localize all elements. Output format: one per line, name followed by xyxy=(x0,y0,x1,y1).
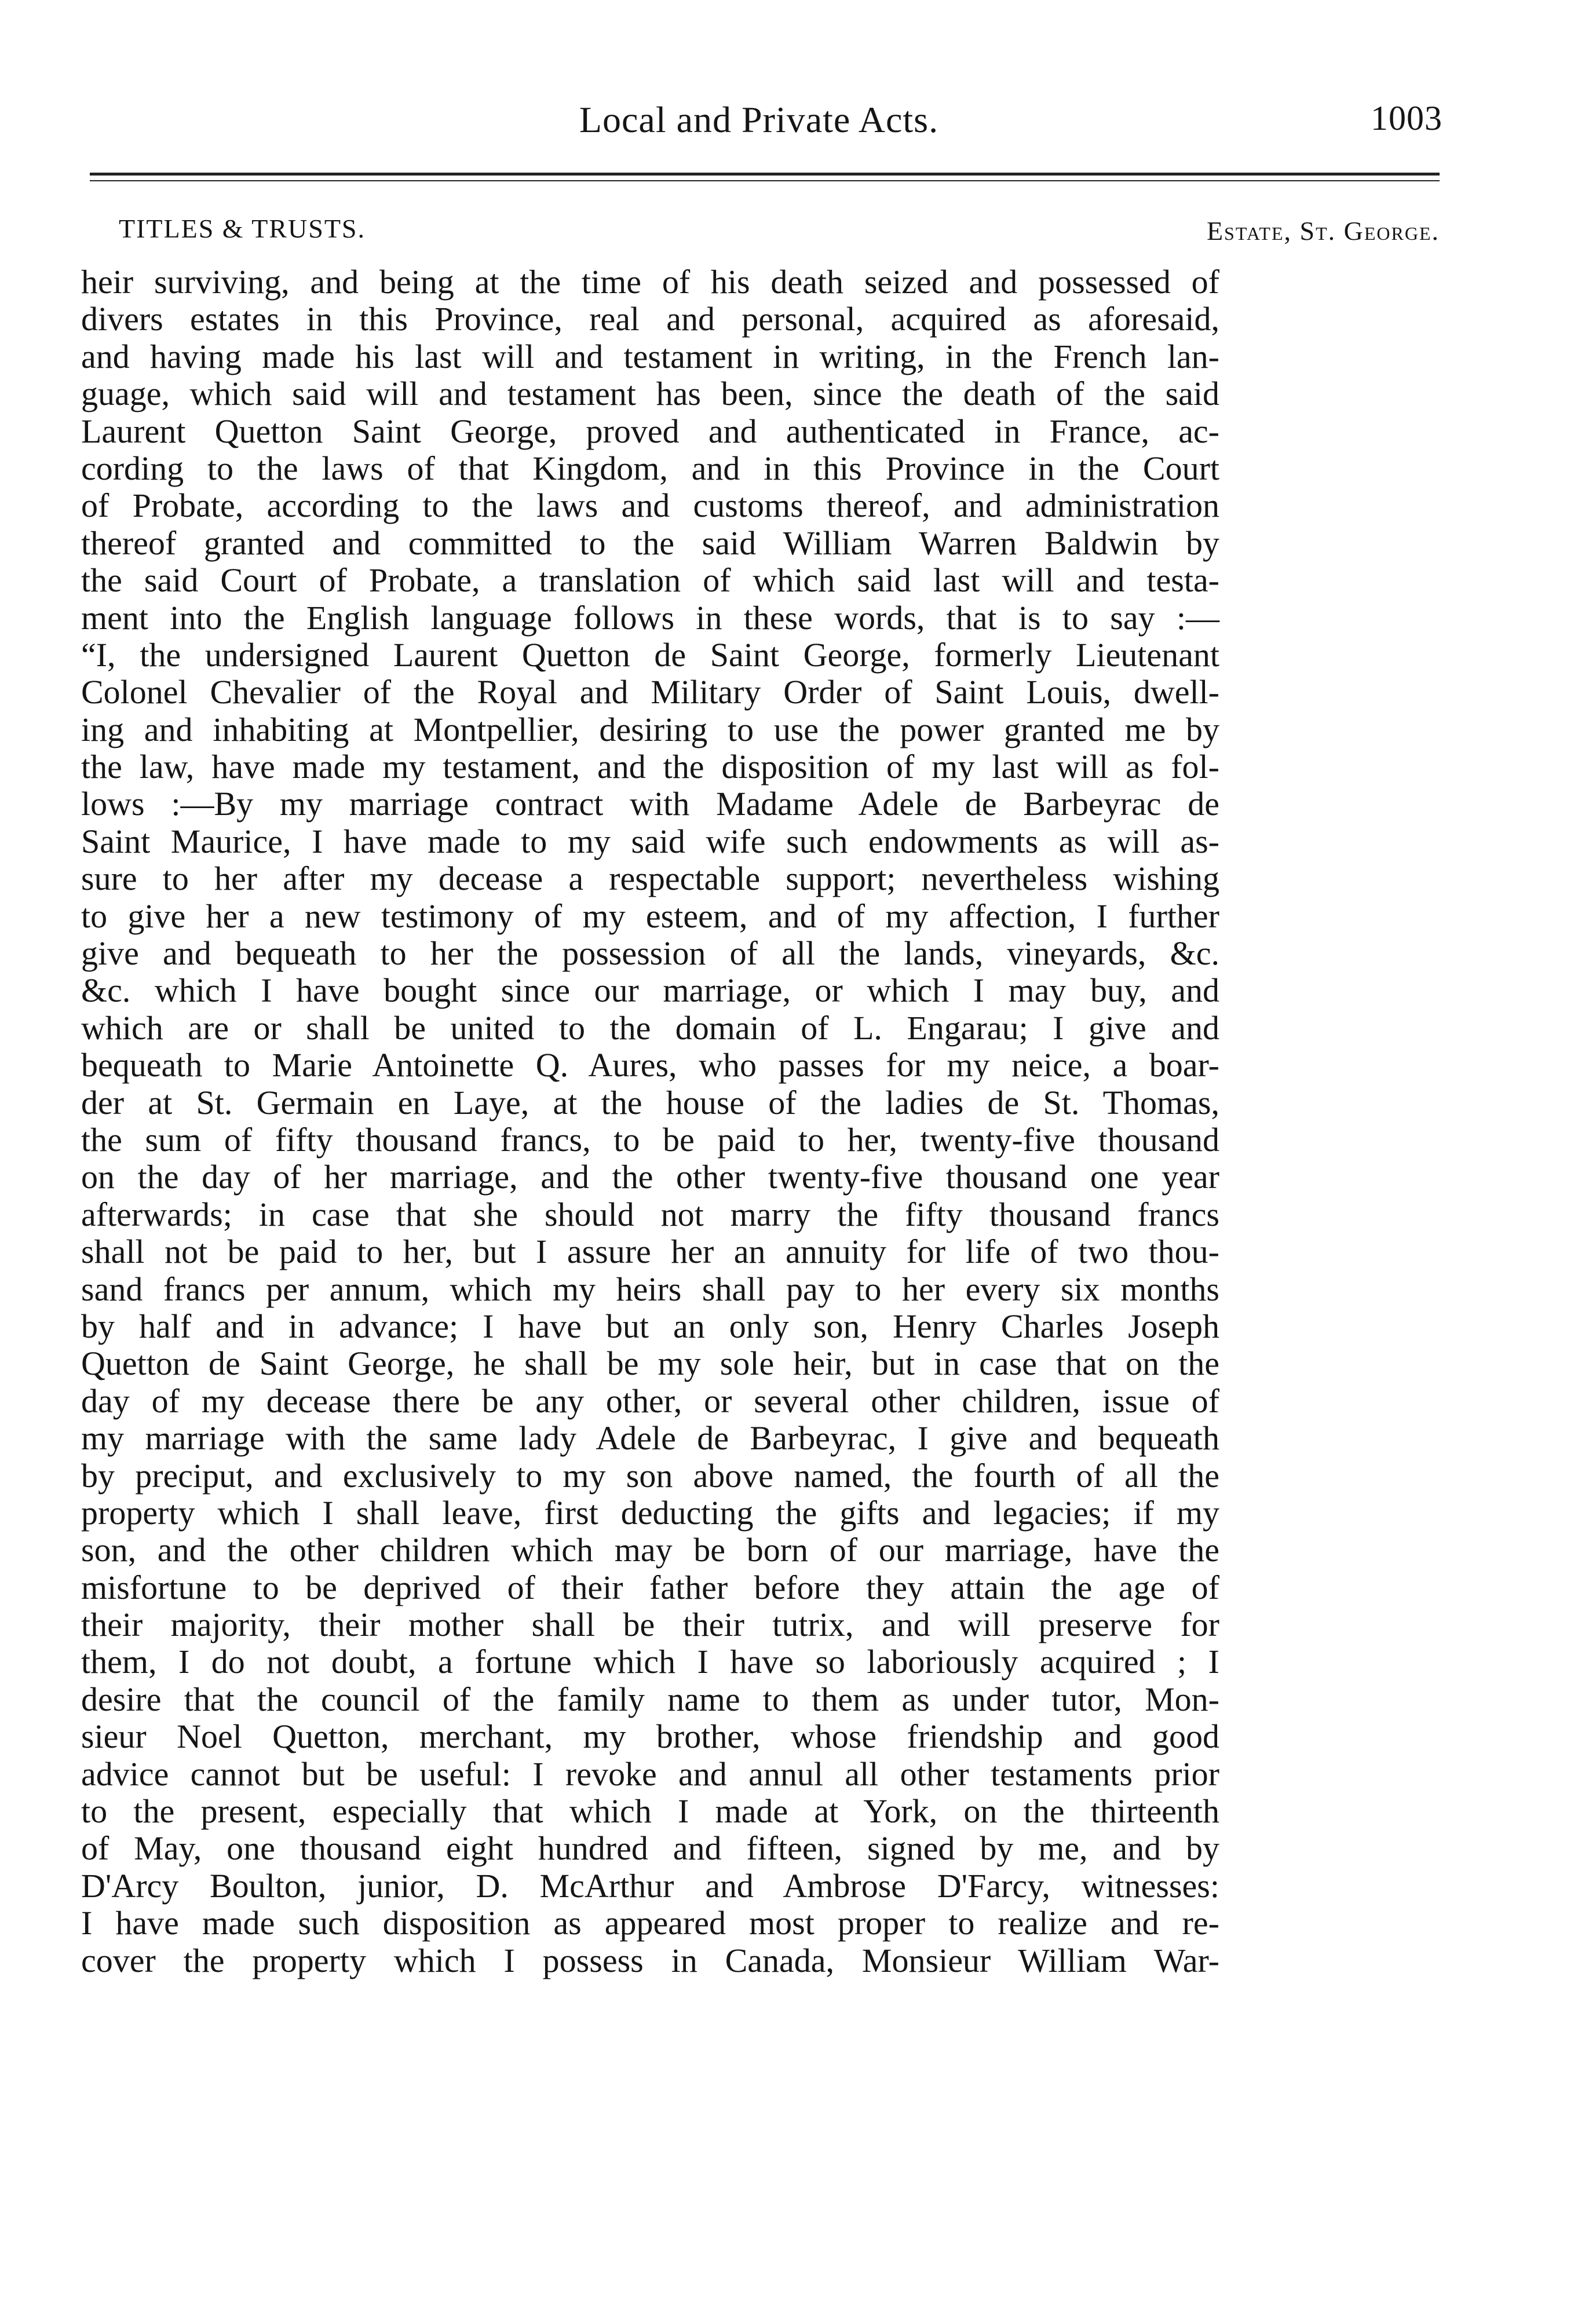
text-line: the law, have made my testament, and the disposition of my last will as fol- xyxy=(81,748,1219,786)
text-line: property which I shall leave, first deducting the gifts and legacies; if my xyxy=(81,1493,1219,1532)
text-line: “I, the undersigned Laurent Quetton de Saint George, formerly Lieutenant xyxy=(81,635,1219,674)
text-line: Colonel Chevalier of the Royal and Military Order of Saint Louis, dwell- xyxy=(81,673,1219,711)
text-line: the sum of fifty thousand francs, to be paid to her, twenty-five thousand xyxy=(81,1120,1219,1159)
text-line: D'Arcy Boulton, junior, D. McArthur and Ambrose D'Farcy, witnesses: xyxy=(81,1866,1219,1905)
running-head xyxy=(75,98,1442,151)
text-line: bequeath to Marie Antoinette Q. Aures, who passes for my neice, a boar- xyxy=(81,1046,1219,1084)
text-line: ment into the English language follows in these words, that is to say :— xyxy=(81,598,1219,637)
text-line: by half and in advance; I have but an only son, Henry Charles Joseph xyxy=(81,1307,1219,1345)
text-line: guage, which said will and testament has been, since the death of the said xyxy=(81,375,1219,413)
text-line: divers estates in this Province, real and personal, acquired as aforesaid, xyxy=(81,300,1219,338)
body-text xyxy=(81,264,1219,1979)
text-line: thereof granted and committed to the said William Warren Baldwin by xyxy=(81,524,1219,562)
header-rule-thin xyxy=(90,180,1440,181)
text-line: shall not be paid to her, but I assure her an annuity for life of two thou- xyxy=(81,1233,1219,1271)
text-line: afterwards; in case that she should not marry the fifty thousand francs xyxy=(81,1195,1219,1233)
text-line: the said Court of Probate, a translation of which said last will and testa- xyxy=(81,561,1219,600)
text-line: Quetton de Saint George, he shall be my sole heir, but in case that on the xyxy=(81,1345,1219,1383)
text-line: my marriage with the same lady Adele de Barbeyrac, I give and bequeath xyxy=(81,1419,1219,1457)
section-heading-left: TITLES & TRUSTS. xyxy=(119,214,366,243)
text-line: sieur Noel Quetton, merchant, my brother, whose friendship and good xyxy=(81,1718,1219,1756)
text-line: on the day of her marriage, and the other twenty-five thousand one year xyxy=(81,1158,1219,1196)
text-line: misfortune to be deprived of their father before they attain the age of xyxy=(81,1568,1219,1606)
text-line: and having made his last will and testament in writing, in the French lan- xyxy=(81,337,1219,375)
text-line: of May, one thousand eight hundred and fifteen, signed by me, and by xyxy=(81,1829,1219,1868)
text-line: Laurent Quetton Saint George, proved and authenticated in France, ac- xyxy=(81,412,1219,450)
text-line: Saint Maurice, I have made to my said wife such endowments as will as- xyxy=(81,822,1219,860)
text-line: I have made such disposition as appeared most proper to realize and re- xyxy=(81,1904,1219,1942)
text-line: ing and inhabiting at Montpellier, desiring to use the power granted me by xyxy=(81,710,1219,748)
text-line: cording to the laws of that Kingdom, and in this Province in the Court xyxy=(81,449,1219,487)
text-line: their majority, their mother shall be their tutrix, and will preserve for xyxy=(81,1606,1219,1644)
text-line: which are or shall be united to the domain of L. Engarau; I give and xyxy=(81,1009,1219,1047)
text-line: sand francs per annum, which my heirs shall pay to her every six months xyxy=(81,1270,1219,1308)
text-line: desire that the council of the family name to them as under tutor, Mon- xyxy=(81,1680,1219,1718)
text-line: &c. which I have bought since our marriage, or which I may buy, and xyxy=(81,971,1219,1010)
text-line: heir surviving, and being at the time of his death seized and possessed of xyxy=(81,263,1219,301)
text-line: son, and the other children which may be born of our marriage, have the xyxy=(81,1531,1219,1569)
text-line: by preciput, and exclusively to my son above named, the fourth of all the xyxy=(81,1456,1219,1495)
text-line: give and bequeath to her the possession of all the lands, vineyards, &c. xyxy=(81,934,1219,973)
text-line: cover the property which I possess in Canada, Monsieur William War- xyxy=(81,1941,1219,1979)
text-line: them, I do not doubt, a fortune which I have so laboriously acquired ; I xyxy=(81,1643,1219,1681)
text-line: sure to her after my decease a respectable support; nevertheless wishing xyxy=(81,860,1219,898)
text-line: day of my decease there be any other, or several other children, issue of xyxy=(81,1382,1219,1420)
text-line: of Probate, according to the laws and customs thereof, and administration xyxy=(81,487,1219,525)
text-line: lows :—By my marriage contract with Madame Adele de Barbeyrac de xyxy=(81,785,1219,823)
page-number: 1003 xyxy=(1371,99,1442,137)
text-line: der at St. Germain en Laye, at the house of the ladies de St. Thomas, xyxy=(81,1083,1219,1121)
running-title: Local and Private Acts. xyxy=(579,99,939,140)
header-rule-thick xyxy=(90,173,1440,176)
text-line: to the present, especially that which I made at York, on the thirteenth xyxy=(81,1792,1219,1831)
text-line: advice cannot but be useful: I revoke and annul all other testaments prior xyxy=(81,1755,1219,1793)
section-heading-right: Estate, St. George. xyxy=(1206,216,1440,246)
text-line: to give her a new testimony of my esteem, and of my affection, I further xyxy=(81,897,1219,935)
